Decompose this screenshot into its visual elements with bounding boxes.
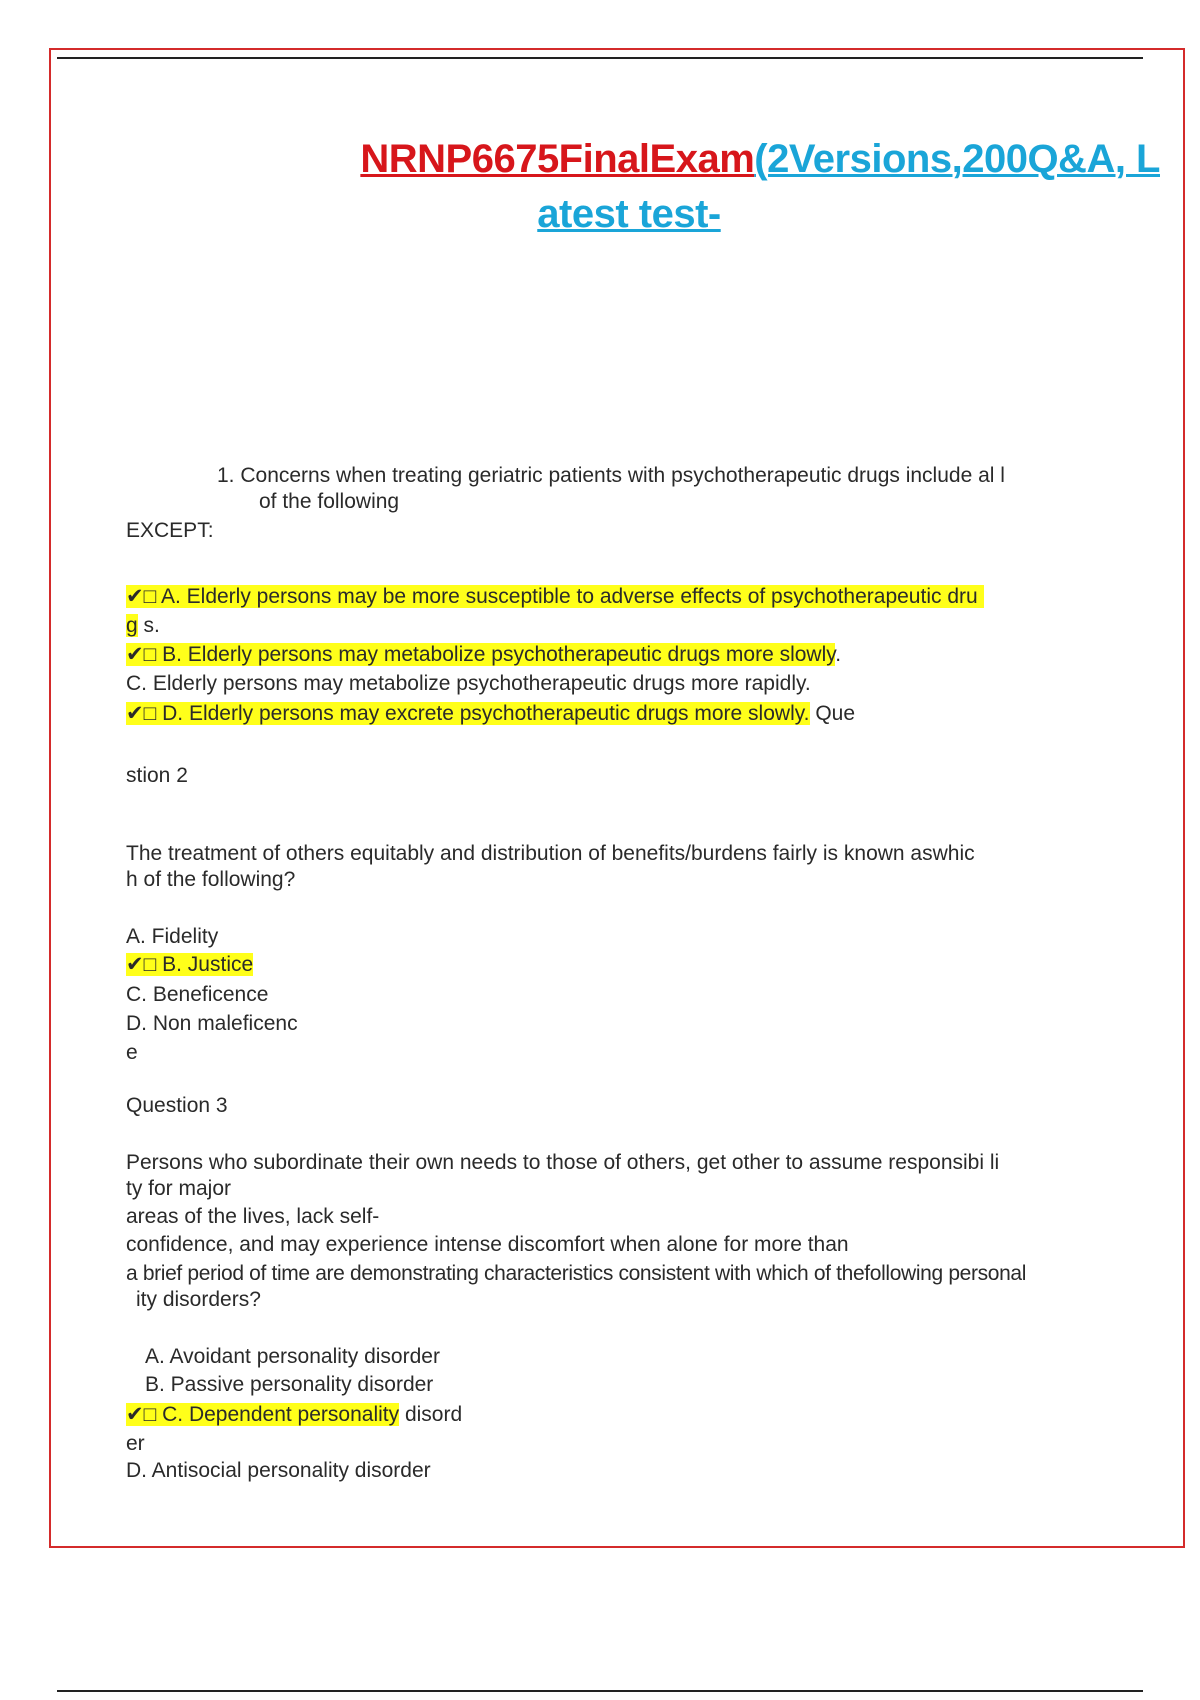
check-icon: ✔□	[126, 1403, 157, 1426]
q3-stem-line4: confidence, and may experience intense discomfort when alone for more than	[126, 1233, 849, 1256]
q1-stem-line2: of the following	[259, 490, 400, 513]
q3-option-a: A. Avoidant personality disorder	[145, 1345, 440, 1368]
bottom-rule	[57, 1690, 1143, 1692]
q1-option-b	[126, 642, 841, 668]
q3-option-c-rest: disord	[399, 1403, 463, 1426]
q3-stem-line2: ty for major	[126, 1177, 232, 1200]
q1-option-a-text: A. Elderly persons may be more susceptible to adverse effects of psychotherapeutic dru	[160, 585, 978, 608]
q3-heading: Question 3	[126, 1094, 228, 1117]
title-subtitle-line1: (2Versions,200Q&A, L	[754, 137, 1160, 181]
q1-option-a-rest: s.	[137, 614, 160, 637]
q1-option-c: C. Elderly persons may metabolize psychotherapeutic drugs more rapidly.	[126, 672, 811, 695]
q3-stem-line6: ity disorders?	[136, 1288, 261, 1311]
check-icon: ✔□	[126, 585, 157, 608]
q1-option-a-hl: g	[126, 614, 138, 637]
q3-stem-line5: a brief period of time are demonstrating characteristics consistent with which of thefollowing personal	[126, 1262, 1027, 1285]
page-border	[49, 48, 1185, 1548]
q3-option-c-cont: er	[126, 1432, 145, 1455]
q2-stem-line1: The treatment of others equitably and distribution of benefits/burdens fairly is known aswhic	[126, 842, 975, 865]
q1-option-d-text: D. Elderly persons may excrete psychotherapeutic drugs more slowly.	[162, 702, 810, 725]
q2-heading: stion 2	[126, 764, 188, 787]
q2-option-d: D. Non maleficenc	[126, 1012, 298, 1035]
q2-stem-line2: h of the following?	[126, 868, 296, 891]
q2-option-d-cont: e	[126, 1041, 138, 1064]
q3-option-d: D. Antisocial personality disorder	[126, 1459, 431, 1482]
q2-option-b-text: B. Justice	[162, 953, 254, 976]
q1-stem-line1: 1. Concerns when treating geriatric patients with psychotherapeutic drugs include al l	[217, 464, 1005, 487]
q1-option-d-rest: Que	[809, 702, 856, 725]
title-course-code: NRNP6675FinalExam	[360, 137, 755, 181]
q2-option-c: C. Beneficence	[126, 983, 269, 1006]
q2-option-b	[126, 952, 253, 978]
q1-stem-line3: EXCEPT:	[126, 519, 214, 542]
q1-option-a-cont	[126, 613, 160, 639]
check-icon: ✔□	[126, 643, 157, 666]
q3-stem-line3: areas of the lives, lack self-	[126, 1205, 380, 1228]
document-title	[240, 128, 1160, 190]
check-icon: ✔□	[126, 702, 157, 725]
q1-option-a	[126, 584, 984, 610]
q3-option-c	[126, 1402, 462, 1428]
check-icon: ✔□	[126, 953, 157, 976]
q1-option-b-rest: .	[835, 643, 842, 666]
title-subtitle-line2: atest test-	[537, 192, 721, 236]
q1-option-b-text: B. Elderly persons may metabolize psychotherapeutic drugs more slowly	[162, 643, 836, 666]
q3-option-b: B. Passive personality disorder	[145, 1373, 434, 1396]
q2-option-a: A. Fidelity	[126, 925, 219, 948]
q3-stem-line1: Persons who subordinate their own needs to those of others, get other to assume responsibi li	[126, 1151, 1000, 1174]
q1-option-d	[126, 701, 855, 727]
q3-option-c-text: C. Dependent personality	[162, 1403, 400, 1426]
